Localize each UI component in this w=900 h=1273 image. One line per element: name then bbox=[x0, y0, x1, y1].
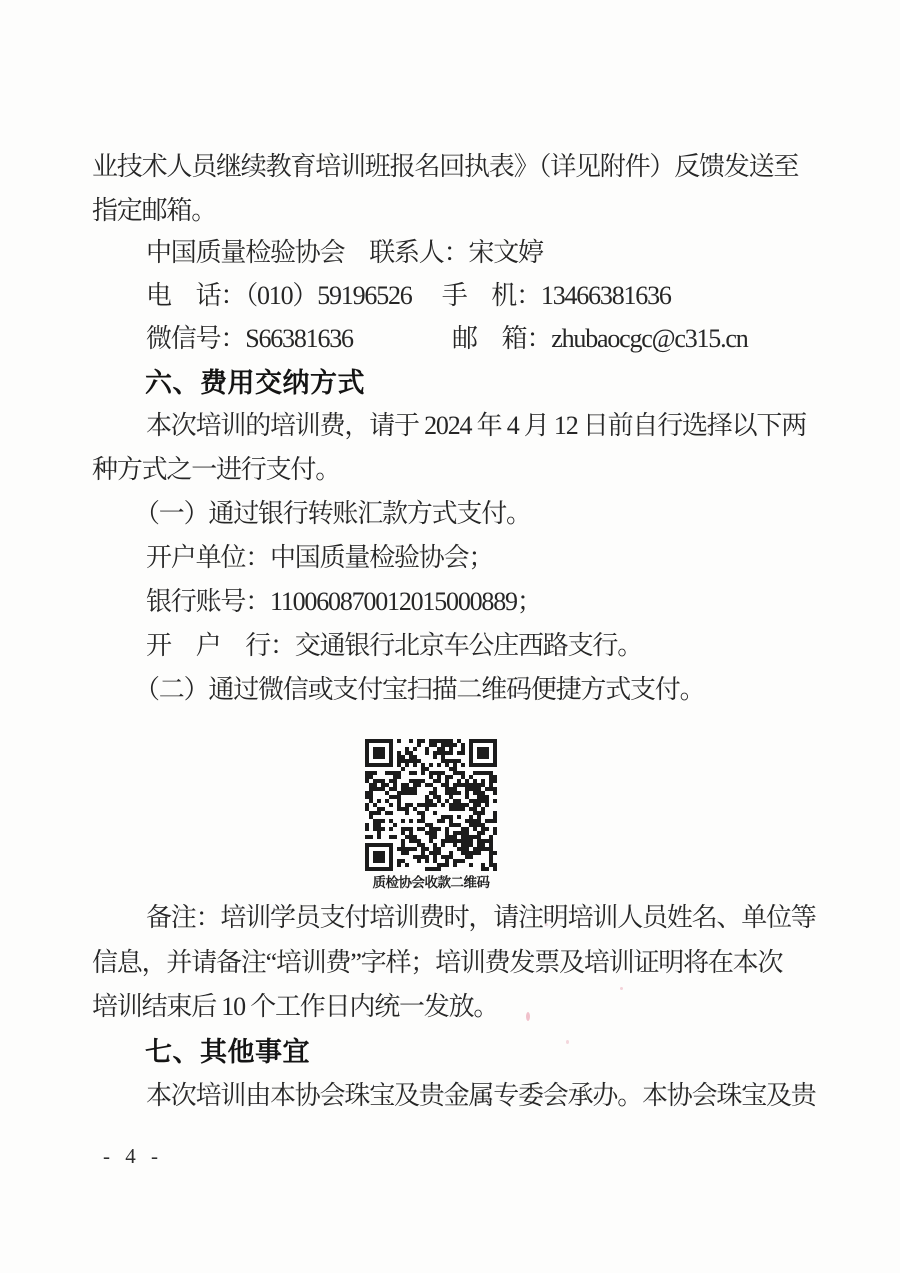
page-number: - 4 - bbox=[103, 1144, 163, 1168]
note-line-2: 信息，并请备注“培训费”字样；培训费发票及培训证明将在本次 bbox=[92, 948, 783, 977]
scan-artifact bbox=[620, 987, 623, 990]
section7-para1-line1: 本次培训由本协会珠宝及贵金属专委会承办。本协会珠宝及贵 bbox=[146, 1081, 816, 1110]
intro-line-1: 业技术人员继续教育培训班报名回执表》（详见附件）反馈发送至 bbox=[92, 152, 799, 181]
payment-method2-line: （二）通过微信或支付宝扫描二维码便捷方式支付。 bbox=[134, 675, 705, 704]
account-number-line: 银行账号：110060870012015000889； bbox=[146, 587, 542, 616]
scan-artifact bbox=[545, 923, 548, 926]
bank-branch-line: 开 户 行：交通银行北京车公庄西路支行。 bbox=[146, 631, 643, 660]
payment-qr-code bbox=[365, 739, 497, 871]
section7-heading: 七、其他事宜 bbox=[145, 1037, 310, 1067]
contact-org-line: 中国质量检验协会 联系人：宋文婷 bbox=[146, 238, 543, 267]
qr-code-caption: 质检协会收款二维码 bbox=[372, 875, 490, 890]
note-line-1: 备注：培训学员支付培训费时，请注明培训人员姓名、单位等 bbox=[146, 903, 816, 932]
contact-phone-line: 电 话：（010）59196526 手 机：13466381636 bbox=[146, 281, 671, 310]
intro-line-2: 指定邮箱。 bbox=[92, 196, 217, 225]
section6-para1-line2: 种方式之一进行支付。 bbox=[92, 455, 341, 484]
contact-wechat-line: 微信号：S66381636 邮 箱：zhubaocgc@c315.cn bbox=[146, 324, 748, 353]
section6-heading: 六、费用交纳方式 bbox=[145, 368, 365, 398]
scan-artifact bbox=[566, 1040, 569, 1044]
account-name-line: 开户单位：中国质量检验协会； bbox=[146, 543, 494, 572]
note-line-3: 培训结束后 10 个工作日内统一发放。 bbox=[92, 992, 499, 1021]
section6-para1-line1: 本次培训的培训费，请于 2024 年 4 月 12 日前自行选择以下两 bbox=[146, 411, 807, 440]
payment-method1-line: （一）通过银行转账汇款方式支付。 bbox=[134, 499, 531, 528]
scan-artifact bbox=[526, 1012, 530, 1021]
